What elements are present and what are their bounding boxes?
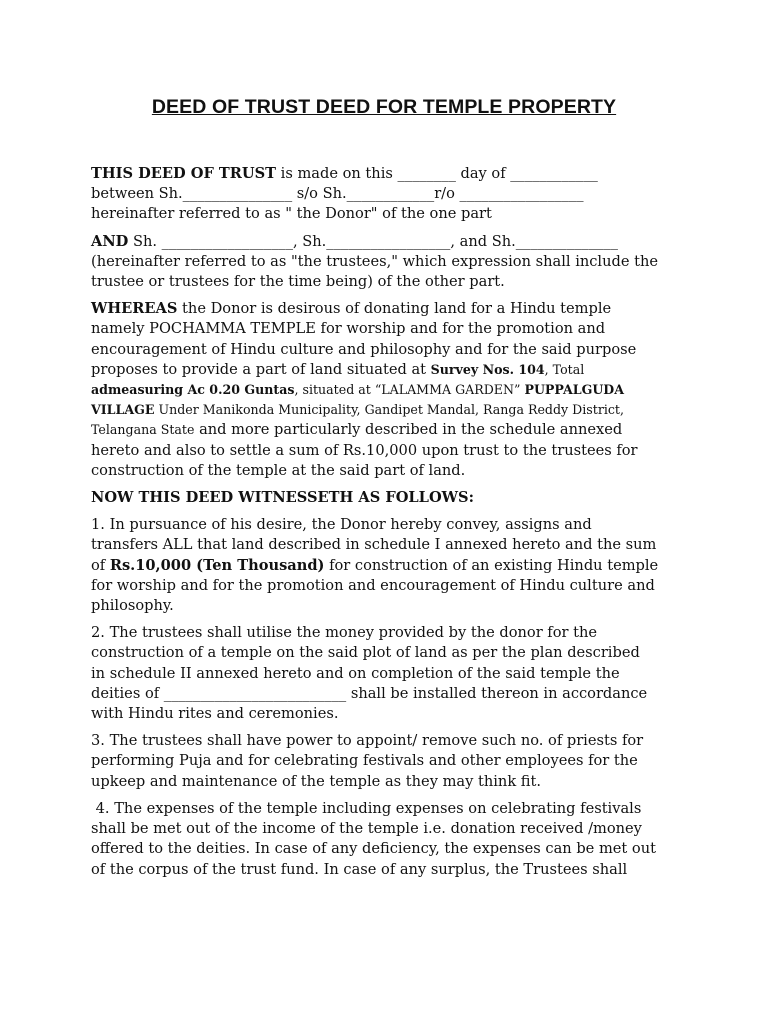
whereas-paragraph xyxy=(91,299,691,481)
clause-1-line-3 xyxy=(91,556,691,576)
clause-4 xyxy=(91,799,691,880)
clause-1-amount: Rs.10,000 (Ten Thousand) xyxy=(109,556,325,574)
clause-2 xyxy=(91,623,691,724)
whereas-lead: WHEREAS xyxy=(91,300,178,318)
whereas-line-6 xyxy=(91,400,691,420)
survey-total: , Total xyxy=(544,361,585,377)
whereas-line-7 xyxy=(91,420,691,440)
whereas-line-4-text: proposes to provide a part of land situated at xyxy=(91,360,431,378)
intro-line-1-text: is made on this ________ day of ____________ xyxy=(276,165,598,182)
document-body xyxy=(91,164,691,887)
village-label: VILLAGE xyxy=(91,402,155,418)
clause-4-line-1: 4. The expenses of the temple including expenses on celebrating festivals xyxy=(91,799,642,817)
clause-1-line-2: transfers ALL that land described in schedule I annexed hereto and the sum xyxy=(91,536,657,554)
and-lead: AND xyxy=(91,232,129,250)
clause-1-line-5: philosophy. xyxy=(91,597,174,615)
clause-1-line-3-post: for construction of an existing Hindu temple xyxy=(324,556,659,574)
intro-line-2: between Sh._______________ s/o Sh.____________r/o _________________ xyxy=(91,185,584,203)
and-line-1 xyxy=(91,232,691,252)
whereas-line-1 xyxy=(91,299,691,319)
clause-4-line-3: offered to the deities. In case of any deficiency, the expenses can be met out xyxy=(91,840,656,858)
whereas-line-7-text: and more particularly described in the schedule annexed xyxy=(194,421,623,439)
survey-number: Survey Nos. 104 xyxy=(430,361,545,377)
whereas-line-5 xyxy=(91,380,691,400)
whereas-line-4 xyxy=(91,360,691,380)
clause-2-line-3: in schedule II annexed hereto and on completion of the said temple the xyxy=(91,664,620,682)
clause-2-line-4: deities of _________________________ shall be installed thereon in accordance xyxy=(91,684,648,702)
and-line-1-text: Sh. __________________, Sh._________________, and Sh.______________ xyxy=(128,232,618,250)
state-text: Telangana State xyxy=(91,422,195,438)
document-title: DEED OF TRUST DEED FOR TEMPLE PROPERTY xyxy=(151,96,617,118)
and-line-2: (hereinafter referred to as "the trustees," which expression shall include the xyxy=(91,252,659,270)
clause-1-line-3-pre: of xyxy=(91,556,110,574)
whereas-line-3: encouragement of Hindu culture and philosophy and for the said purpose xyxy=(91,340,637,358)
clause-1 xyxy=(91,515,691,616)
clause-2-line-5: with Hindu rites and ceremonies. xyxy=(91,705,339,723)
witness-heading: NOW THIS DEED WITNESSETH AS FOLLOWS: xyxy=(91,489,474,507)
clause-4-line-4: of the corpus of the trust fund. In case of any surplus, the Trustees shall xyxy=(91,860,628,878)
clause-1-line-1: 1. In pursuance of his desire, the Donor hereby convey, assigns and xyxy=(91,516,592,534)
clause-4-line-2: shall be met out of the income of the temple i.e. donation received /money xyxy=(91,820,642,838)
admeasuring-text: admeasuring Ac 0.20 Guntas xyxy=(91,382,295,398)
intro-line-1 xyxy=(91,164,691,184)
clause-3-line-1: 3. The trustees shall have power to appoint/ remove such no. of priests for xyxy=(91,732,644,750)
clause-2-line-1: 2. The trustees shall utilise the money provided by the donor for the xyxy=(91,624,598,642)
whereas-line-2: namely POCHAMMA TEMPLE for worship and for the promotion and xyxy=(91,320,606,338)
situated-text: , situated at “LALAMMA GARDEN” xyxy=(294,382,525,398)
intro-lead: THIS DEED OF TRUST xyxy=(91,165,277,182)
village-name: PUPPALGUDA xyxy=(524,382,625,398)
clause-3-line-2: performing Puja and for celebrating festivals and other employees for the xyxy=(91,752,638,770)
and-paragraph xyxy=(91,232,691,293)
intro-paragraph xyxy=(91,164,691,225)
whereas-line-9: construction of the temple at the said part of land. xyxy=(91,461,466,479)
clause-2-line-2: construction of a temple on the said plot of land as per the plan described xyxy=(91,644,640,662)
municipality-text: Under Manikonda Municipality, Gandipet Mandal, Ranga Reddy District, xyxy=(154,402,624,418)
clause-3 xyxy=(91,731,691,792)
whereas-line-8: hereto and also to settle a sum of Rs.10,000 upon trust to the trustees for xyxy=(91,441,638,459)
intro-line-3: hereinafter referred to as " the Donor" of the one part xyxy=(91,205,492,223)
and-line-3: trustee or trustees for the time being) of the other part. xyxy=(91,273,505,291)
clause-1-line-4: for worship and for the promotion and encouragement of Hindu culture and xyxy=(91,576,655,594)
whereas-line-1-text: the Donor is desirous of donating land for a Hindu temple xyxy=(177,300,612,318)
clause-3-line-3: upkeep and maintenance of the temple as they may think fit. xyxy=(91,772,542,790)
